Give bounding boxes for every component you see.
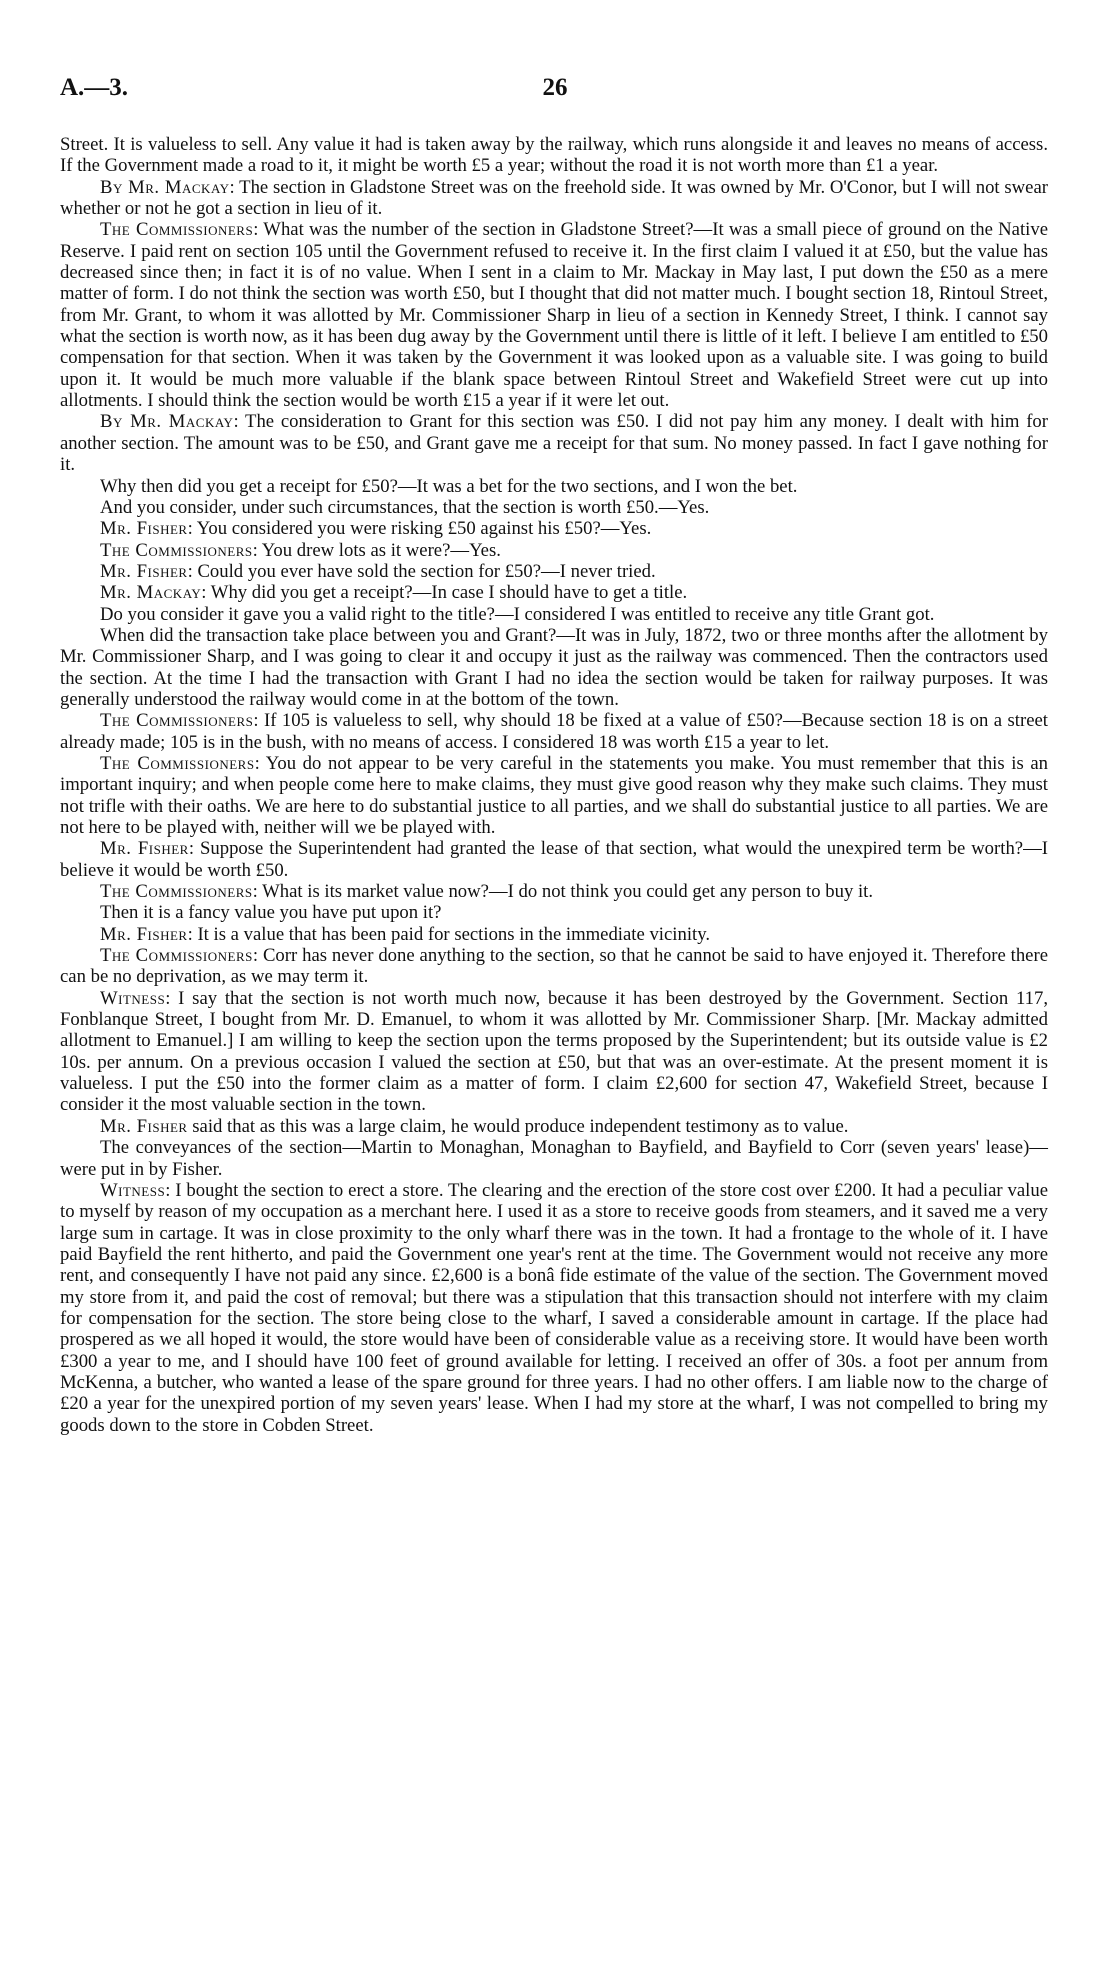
paragraph: By Mr. Mackay: The consideration to Grant for this section was £50. I did not pay him any money. I dealt with him for another section. The amount was to be £50, and Grant gave me a receipt for that sum. No money passed. In fact I gave nothing for it.: [60, 411, 1048, 476]
page-number: 26: [542, 74, 568, 101]
paragraph: Mr. Mackay: Why did you get a receipt?—In case I should have to get a title.: [100, 582, 688, 604]
paragraph: The Commissioners: Corr has never done anything to the section, so that he cannot be said to have enjoyed it. Therefore there can be no deprivation, as we may term it.: [60, 945, 1048, 988]
speaker-label: Mr. Fisher: [100, 923, 188, 945]
paragraph: Why then did you get a receipt for £50?—It was a bet for the two sections, and I won the bet.: [100, 475, 798, 497]
paragraph: Mr. Fisher: You considered you were risking £50 against his £50?—Yes.: [100, 518, 652, 540]
paragraph: Street. It is valueless to sell. Any value it had is taken away by the railway, which runs alongside it and leaves no means of access. If the Government made a road to it, it might be worth £5 a year; without the road it is not worth more than £1 a year.: [60, 134, 1048, 177]
speaker-label: By Mr. Mackay: [100, 411, 234, 433]
document-code: A.—3.: [60, 74, 129, 101]
paragraph: Then it is a fancy value you have put upon it?: [100, 902, 442, 924]
speaker-label: Witness: [100, 987, 166, 1009]
speaker-label: Mr. Fisher: [100, 838, 189, 860]
page-header: [60, 74, 1050, 108]
speaker-label: Mr. Fisher: [100, 1115, 188, 1137]
speaker-label: The Commissioners: [100, 881, 253, 903]
paragraph: The Commissioners: If 105 is valueless to sell, why should 18 be fixed at a value of £50?—Because section 18 is on a street already made; 105 is in the bush, with no means of access. I considered 18 was worth £15 a year to let.: [60, 710, 1048, 753]
speaker-label: Mr. Fisher: [100, 560, 188, 582]
body-text: [60, 134, 1048, 1436]
paragraph: Witness: I bought the section to erect a store. The clearing and the erection of the store cost over £200. It had a peculiar value to myself by reason of my occupation as a merchant here. I used it as a store to receive goods from steamers, and it saved me a very large sum in cartage. It was in close proximity to the only wharf there was in the town. It had a frontage to the whole of it. I have paid Bayfield the rent hitherto, and paid the Government one year's rent at the time. The Government would not receive any more rent, and consequently I have not paid any since. £2,600 is a bonâ fide estimate of the value of the section. The Government moved my store from it, and paid the cost of removal; but there was a stipulation that this transaction should not interfere with my claim for compensation for the section. The store being close to the wharf, I saved a considerable amount in cartage. If the place had prospered as we all hoped it would, the store would have been of considerable value as a receiving store. It would have been worth £300 a year to me, and I should have 100 feet of ground available for letting. I received an offer of 30s. a foot per annum from McKenna, a butcher, who wanted a lease of the spare ground for three years. I had no other offers. I am liable now to the charge of £20 a year for the unexpired portion of my seven years' lease. When I had my store at the wharf, I was not compelled to bring my goods down to the store in Cobden Street.: [60, 1179, 1048, 1436]
paragraph: The Commissioners: You do not appear to be very careful in the statements you make. You must remember that this is an important inquiry; and when people come here to make claims, they must give good reason why they make such claims. They must not trifle with their oaths. We are here to do substantial justice to all parties, and we shall do substantial justice to all parties. We are not here to be played with, neither will we be played with.: [60, 752, 1048, 838]
paragraph: By Mr. Mackay: The section in Gladstone Street was on the freehold side. It was owned by Mr. O'Conor, but I will not swear whether or not he got a section in lieu of it.: [60, 176, 1048, 220]
paragraph: Mr. Fisher said that as this was a large claim, he would produce independent testimony as to value.: [100, 1115, 849, 1137]
paragraph: The Commissioners: What is its market value now?—I do not think you could get any person to buy it.: [100, 881, 874, 903]
paragraph: Mr. Fisher: Could you ever have sold the section for £50?—I never tried.: [100, 560, 656, 582]
paragraph: The conveyances of the section—Martin to Monaghan, Monaghan to Bayfield, and Bayfield to Corr (seven years' lease)—were put in by Fisher.: [60, 1137, 1048, 1180]
paragraph: Do you consider it gave you a valid right to the title?—I considered I was entitled to receive any title Grant got.: [100, 603, 935, 625]
speaker-label: The Commissioners: [100, 710, 254, 732]
speaker-label: The Commissioners: [100, 945, 253, 967]
speaker-label: Mr. Mackay: [100, 582, 202, 604]
speaker-label: Witness: [100, 1179, 166, 1201]
paragraph: Mr. Fisher: It is a value that has been paid for sections in the immediate vicinity.: [100, 923, 711, 945]
speaker-label: The Commissioners: [100, 539, 253, 561]
speaker-label: By Mr. Mackay: [100, 176, 230, 198]
paragraph: And you consider, under such circumstances, that the section is worth £50.—Yes.: [100, 496, 710, 518]
speaker-label: The Commissioners: [100, 219, 254, 241]
paragraph: Mr. Fisher: Suppose the Superintendent had granted the lease of that section, what would the unexpired term be worth?—I believe it would be worth £50.: [60, 838, 1048, 881]
paragraph: The Commissioners: You drew lots as it were?—Yes.: [100, 539, 501, 561]
speaker-label: Mr. Fisher: [100, 518, 188, 540]
paragraph: Witness: I say that the section is not worth much now, because it has been destroyed by the Government. Section 117, Fonblanque Street, I bought from Mr. D. Emanuel, to whom it was allotted by Mr. Commissioner Sharp. [Mr. Mackay admitted allotment to Emanuel.] I am willing to keep the section upon the terms proposed by the Superintendent; but its outside value is £2 10s. per annum. On a previous occasion I valued the section at £50, but that was an over-estimate. At the present moment it is valueless. I put the £50 into the former claim as a matter of form. I claim £2,600 for section 47, Wakefield Street, because I consider it the most valuable section in the town.: [60, 987, 1048, 1116]
speaker-label: The Commissioners: [100, 752, 255, 774]
paragraph: The Commissioners: What was the number of the section in Gladstone Street?—It was a small piece of ground on the Native Reserve. I paid rent on section 105 until the Government refused to receive it. In the first claim I valued it at £50, but the value has decreased since then; in fact it is of no value. When I sent in a claim to Mr. Mackay in May last, I put down the £50 as a mere matter of form. I do not think the section was worth £50, but I thought that did not matter much. I bought section 18, Rintoul Street, from Mr. Grant, to whom it was allotted by Mr. Commissioner Sharp in lieu of a section in Kennedy Street, I think. I cannot say what the section is worth now, as it has been dug away by the Government until there is little of it left. I believe I am entitled to £50 compensation for that section. When it was taken by the Government it was looked upon as a valuable site. I was going to build upon it. It would be much more valuable if the blank space between Rintoul Street and Wakefield Street were cut up into allotments. I should think the section would be worth £15 a year if it were let out.: [60, 219, 1048, 412]
paragraph: When did the transaction take place between you and Grant?—It was in July, 1872, two or three months after the allotment by Mr. Commissioner Sharp, and I was going to clear it and occupy it just as the railway was commenced. Then the contractors used the section. At the time I had the transaction with Grant I had no idea the section would be taken for railway purposes. It was generally understood the railway would come in at the bottom of the town.: [60, 624, 1048, 710]
